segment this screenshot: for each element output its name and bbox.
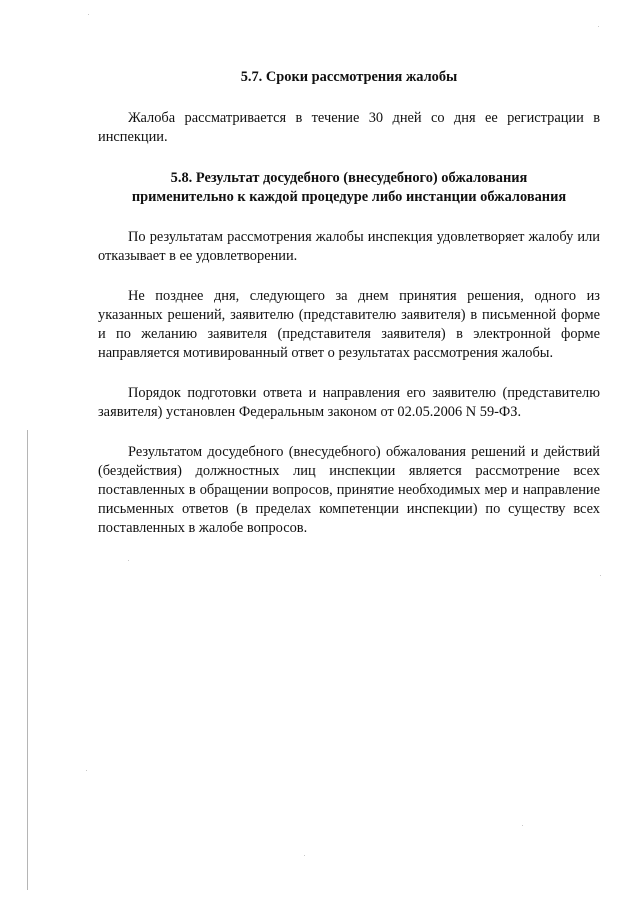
scan-speck: [522, 825, 523, 826]
left-margin-line: [27, 430, 28, 890]
document-body: [98, 68, 600, 538]
section-5-7-heading-line: 5.7. Сроки рассмотрения жалобы: [240, 69, 458, 85]
scan-speck: [598, 26, 599, 27]
section-5-8-paragraph-3: Порядок подготовки ответа и направления его заявителю (представителю заявителя) установлен Федеральным законом от 02.05.2006 N 59-ФЗ.: [98, 385, 600, 420]
scan-speck: [88, 14, 89, 15]
section-5-8-paragraph-4: Результатом досудебного (внесудебного) обжалования решений и действий (бездействия) должностных лиц инспекции является рассмотрение всех поставленных в обращении вопросов, принятие необходимых мер и направление письменных ответов (в пределах компетенции инспекции) по существу всех поставленных в жалобе вопросов.: [98, 444, 600, 536]
section-5-7-heading: [98, 68, 600, 87]
section-5-7-paragraph: Жалоба рассматривается в течение 30 дней со дня ее регистрации в инспекции.: [98, 110, 600, 145]
scan-speck: [86, 770, 87, 771]
scan-speck: [304, 855, 305, 856]
scan-speck: [600, 575, 601, 576]
section-5-8-paragraph-2: Не позднее дня, следующего за днем принятия решения, одного из указанных решений, заявителю (представителю заявителя) в письменной форме и по желанию заявителя (представителя заявителя) в электронной форме направляется мотивированный ответ о результатах рассмотрения жалобы.: [98, 288, 600, 361]
section-5-8-heading-line-2: применительно к каждой процедуре либо инстанции обжалования: [131, 189, 567, 205]
section-5-8-heading-line-1: 5.8. Результат досудебного (внесудебного) обжалования: [170, 170, 528, 186]
section-5-8-paragraph-1: По результатам рассмотрения жалобы инспекция удовлетворяет жалобу или отказывает в ее удовлетворении.: [98, 229, 600, 264]
section-5-8-heading: [98, 169, 600, 207]
scan-speck: [128, 560, 129, 561]
